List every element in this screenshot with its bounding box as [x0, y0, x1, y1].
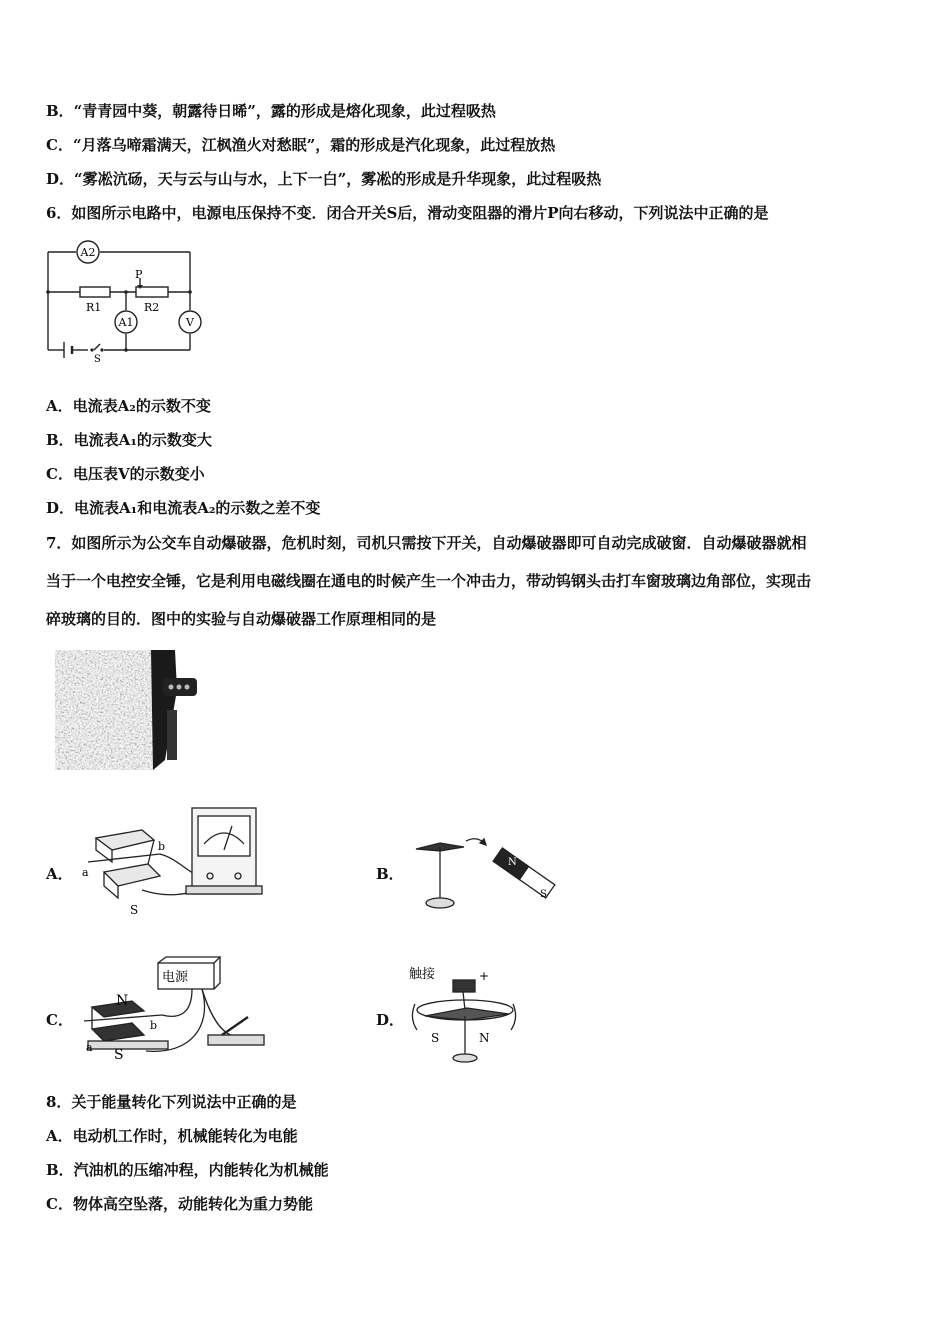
q7-d-s-label: S	[431, 1031, 440, 1045]
q7-c-power-label: 电源	[162, 970, 189, 985]
q7-d-touch-label: 触接	[409, 967, 436, 982]
q6-p-label: P	[135, 268, 143, 281]
q7-a-a-label: a	[82, 866, 89, 879]
q7-b-s-label: S	[540, 889, 547, 900]
q8-option-b: B．汽油机的压缩冲程，内能转化为机械能	[46, 1161, 329, 1179]
q7-a-b-label: b	[158, 840, 166, 853]
q6-option-b: B．电流表A₁的示数变大	[46, 431, 212, 449]
q6-v-label: V	[186, 316, 194, 329]
q7-c-b-label: b	[150, 1019, 158, 1032]
q7-d-n-label: N	[479, 1031, 490, 1045]
q6-option-d: D．电流表A₁和电流表A₂的示数之差不变	[46, 499, 321, 517]
q7-option-a-figure	[82, 800, 267, 920]
q8-option-c: C．物体高空坠落，动能转化为重力势能	[46, 1195, 313, 1213]
q7-stem-line-3: 碎玻璃的目的．图中的实验与自动爆破器工作原理相同的是	[46, 610, 437, 628]
q5-option-d: D．“雾凇沆砀，天与云与山与水，上下一白”，雾凇的形成是升华现象，此过程吸热	[46, 170, 602, 188]
q7-option-a-label: A．	[46, 865, 73, 883]
q7-b-n-label: N	[508, 857, 517, 868]
q6-circuit-diagram	[44, 240, 209, 365]
q7-a-s-label: S	[130, 903, 139, 917]
q7-option-b-label: B．	[376, 865, 404, 883]
q7-c-a-label: a	[86, 1041, 93, 1054]
q7-stem-line-1: 7．如图所示为公交车自动爆破器，危机时刻，司机只需按下开关，自动爆破器即可自动完成破窗．自动爆破器就相	[46, 534, 807, 552]
q6-r2-label: R2	[144, 301, 160, 314]
q5-option-c: C．“月落乌啼霜满天，江枫渔火对愁眠”，霜的形成是汽化现象，此过程放热	[46, 136, 556, 154]
q7-option-c-label: C．	[46, 1011, 73, 1029]
q5-option-b: B．“青青园中葵，朝露待日晞”，露的形成是熔化现象，此过程吸热	[46, 102, 496, 120]
q7-c-s-label: S	[114, 1047, 124, 1063]
q6-option-c: C．电压表V的示数变小	[46, 465, 205, 483]
q6-stem: 6．如图所示电路中，电源电压保持不变．闭合开关S后，滑动变阻器的滑片P向右移动，下列说法中正确的是	[46, 204, 769, 222]
q8-option-a: A．电动机工作时，机械能转化为电能	[46, 1127, 298, 1145]
q7-option-b-figure	[412, 825, 562, 915]
q7-option-d-figure	[405, 958, 530, 1073]
q6-r1-label: R1	[86, 301, 102, 314]
q7-option-d-label: D．	[376, 1011, 405, 1029]
q7-stem-line-2: 当于一个电控安全锤，它是利用电磁线圈在通电的时候产生一个冲击力，带动钨钢头击打车窗玻璃边角部位，实现击	[46, 572, 812, 590]
q6-a2-label: A2	[80, 246, 96, 259]
q8-stem: 8．关于能量转化下列说法中正确的是	[46, 1093, 297, 1111]
q6-s-label: S	[94, 354, 101, 365]
q6-option-a: A．电流表A₂的示数不变	[46, 397, 211, 415]
q6-a1-label: A1	[118, 316, 134, 329]
q7-d-plus-label: +	[479, 969, 490, 983]
q7-c-n-label: N	[116, 993, 129, 1009]
q7-option-c-figure	[82, 955, 267, 1065]
auto-breaker-photo	[55, 650, 200, 770]
